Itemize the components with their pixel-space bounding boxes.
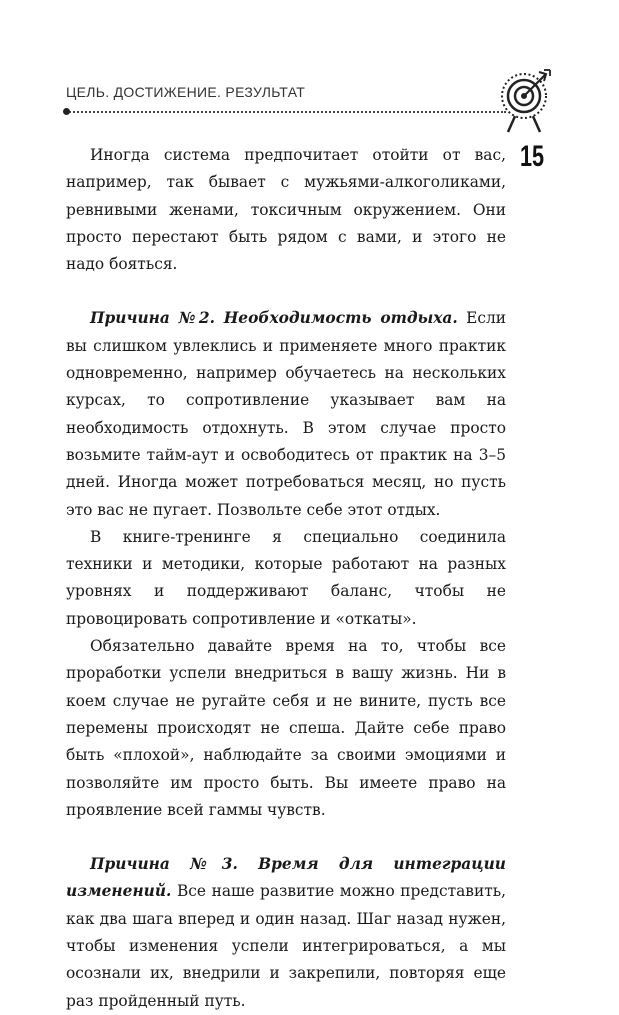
reason-heading: Причина №3. Время для интеграции изменений. xyxy=(66,855,506,901)
paragraph-text: Все наше развитие можно представить, как два шага вперед и один назад. Шаг назад нужен, чтобы изменения успели интегрироваться, а мы осознали их, внедрили и закрепили, повторяя еще раз пройденный путь. xyxy=(66,882,506,1010)
header-dotted-rule xyxy=(66,111,506,113)
reason-heading: Причина №2. Необходимость отдыха. xyxy=(90,309,458,328)
target-arrow-icon xyxy=(494,66,554,136)
body-text xyxy=(66,142,506,1015)
paragraph: В книге-тренинге я специально соединила техники и методики, которые работают на разных уровнях и поддерживают баланс, чтобы не провоцировать сопротивление и «откаты». xyxy=(66,527,506,628)
page-number: 15 xyxy=(520,140,545,173)
paragraph xyxy=(66,851,506,1015)
header-rule-bullet xyxy=(63,108,70,115)
paragraph xyxy=(66,305,506,523)
paragraph: Иногда система предпочитает отойти от вас, например, так бывает с мужьями-алкоголиками, ревнивыми женами, токсичным окружением. Они просто перестают быть рядом с вами, и этого не надо бояться. xyxy=(66,146,506,274)
paragraph: Обязательно давайте время на то, чтобы все проработки успели внедриться в вашу жизнь. Ни в коем случае не ругайте себя и не вините, пусть все перемены происходят не спеша. Дайте себе право быть «плохой», наблюдайте за своими эмоциями и позволяйте им просто быть. Вы имеете право на проявление всей гаммы чувств. xyxy=(66,637,506,819)
paragraph-text: Если вы слишком увлеклись и применяете много практик одновременно, например обучаетесь на нескольких курсах, то сопротивление указывает вам на необходимость отдохнуть. В этом случае просто возьмите тайм-аут и освободитесь от практик на 3–5 дней. Иногда может потребоваться месяц, но пусть это вас не пугает. Позвольте себе этот отдых. xyxy=(66,309,506,519)
running-header: ЦЕЛЬ. ДОСТИЖЕНИЕ. РЕЗУЛЬТАТ xyxy=(66,84,306,100)
